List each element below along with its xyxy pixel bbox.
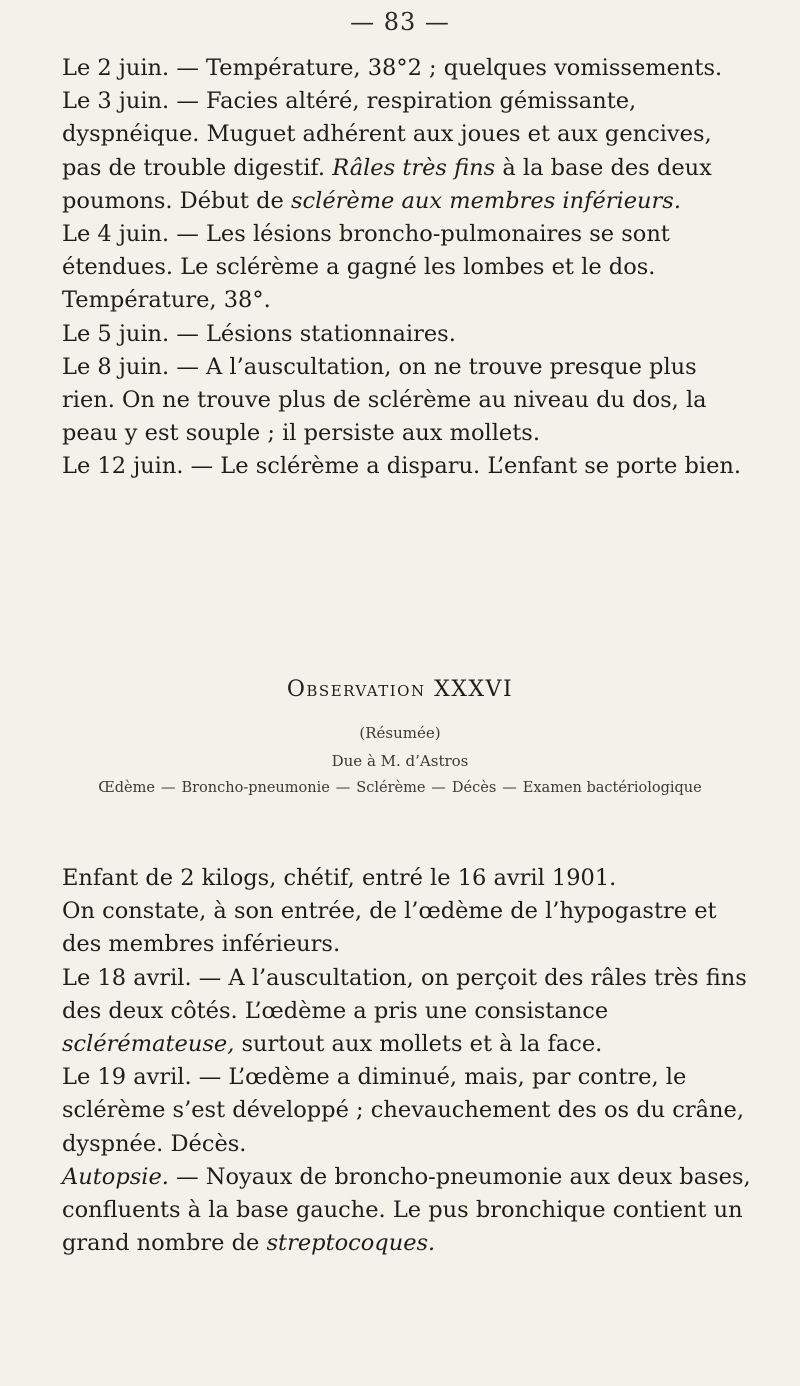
keyword: Broncho-pneumonie [181,780,330,796]
observation-keywords: Œdème — Broncho-pneumonie — Sclérème — Décès — Examen bactériologique [98,780,702,796]
italic-term: sclérémateuse, [62,1031,235,1058]
entry-3-juin [62,85,752,218]
journal-entries [62,52,752,484]
entry-4-juin: Le 4 juin. — Les lésions broncho-pulmonaires se sont étendues. Le sclérème a gagné les lombes et le dos. Température, 38°. [62,221,670,314]
admission-paragraph: On constate, à son entrée, de l’œdème de l’hypogastre et des membres inférieurs. [62,898,717,958]
entry-2-juin: Le 2 juin. — Température, 38°2 ; quelques vomissements. [62,55,723,81]
entry-text: — Noyaux de broncho-pneumonie aux deux bases, confluents à la base gauche. Le pus bronchique contient un grand nombre de [62,1163,751,1257]
italic-term: Autopsie. [62,1163,169,1190]
entry-text: Le 3 juin. — Facies altéré, respiration gémissante, dyspnéique. Muguet adhérent aux joues et aux gencives, pas de trouble digestif. [62,88,712,181]
keyword: Décès [451,780,497,796]
entry-text: à la base des deux poumons. Début de [62,154,712,214]
keyword: Sclérème [356,780,426,796]
keyword: Œdème [98,780,155,796]
autopsy-paragraph [62,1161,752,1261]
entry-text: surtout aux mollets et à la face. [234,1031,603,1058]
entry-5-juin: Le 5 juin. — Lésions stationnaires. [62,320,456,347]
italic-term: Râles très fins [332,154,496,181]
observation-title [0,677,800,702]
italic-term: streptocoques. [266,1230,436,1257]
page-number: — 83 — [350,8,450,36]
intro-paragraph: Enfant de 2 kilogs, chétif, entré le 16 avril 1901. [62,865,617,891]
observation-body [62,862,752,1260]
observation-author: Due à M. d’Astros [331,752,469,770]
entry-19-avril: Le 19 avril. — L’œdème a diminué, mais, par contre, le sclérème s’est développé ; chevauchement des os du crâne, dyspnée. Décès. [62,1064,744,1157]
italic-term: sclérème aux membres inférieurs. [290,187,681,214]
keyword: Examen bactériologique [522,780,702,796]
entry-12-juin: Le 12 juin. — Le sclérème a disparu. L’enfant se porte bien. [62,453,742,480]
entry-18-avril [62,962,752,1062]
observation-resumee: (Résumée) [359,724,441,742]
observation-title-text: Observation XXXVI [286,677,514,702]
entry-8-juin: Le 8 juin. — A l’auscultation, on ne trouve presque plus rien. On ne trouve plus de sclérème au niveau du dos, la peau y est souple ; il persiste aux mollets. [62,353,707,447]
entry-text: Le 18 avril. — A l’auscultation, on perçoit des râles très fins des deux côtés. L’œdème a pris une consistance [62,964,747,1024]
